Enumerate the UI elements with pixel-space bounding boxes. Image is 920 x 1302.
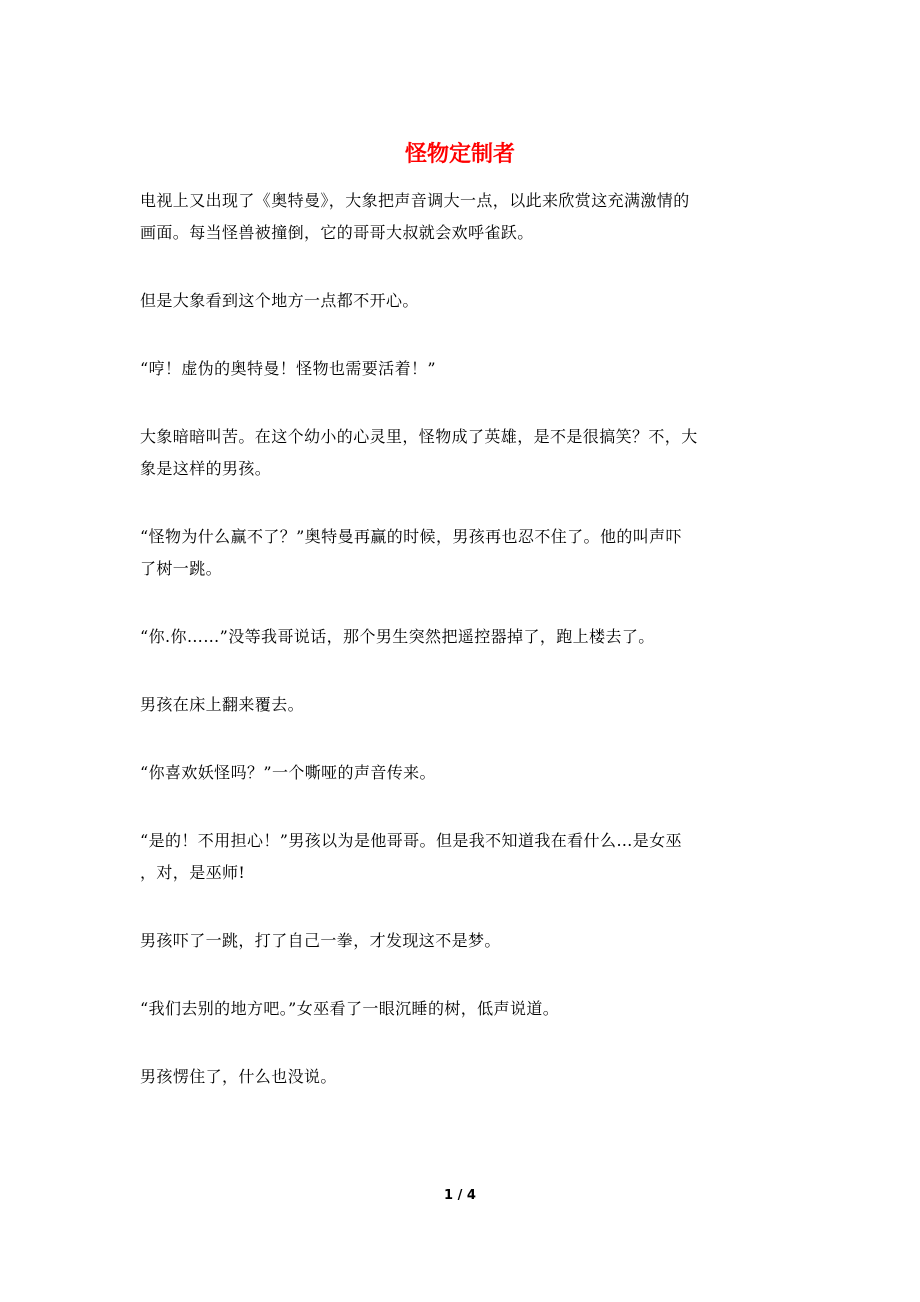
paragraph xyxy=(140,421,780,485)
paragraph-line: 但是大象看到这个地方一点都不开心。 xyxy=(140,291,419,310)
paragraph-line: 男孩吓了一跳，打了自己一拳，才发现这不是梦。 xyxy=(140,931,501,950)
paragraph-line: “你喜欢妖怪吗？”一个嘶哑的声音传来。 xyxy=(140,763,436,782)
paragraph-line: “怪物为什么赢不了？”奥特曼再赢的时候，男孩再也忍不住了。他的叫声吓 xyxy=(140,527,682,546)
paragraph xyxy=(140,621,780,653)
paragraph xyxy=(140,925,780,957)
paragraph-line: 象是这样的男孩。 xyxy=(140,459,272,478)
paragraph xyxy=(140,185,780,249)
paragraph-line: 男孩愣住了，什么也没说。 xyxy=(140,1067,337,1086)
document-title: 怪物定制者 xyxy=(404,142,515,167)
paragraph-line: 男孩在床上翻来覆去。 xyxy=(140,695,305,714)
paragraph xyxy=(140,353,780,385)
paragraph xyxy=(140,757,780,789)
paragraph-line: “我们去别的地方吧。”女巫看了一眼沉睡的树，低声说道。 xyxy=(140,999,560,1018)
paragraph-line: 大象暗暗叫苦。在这个幼小的心灵里，怪物成了英雄，是不是很搞笑？不，大 xyxy=(140,427,698,446)
paragraph-line: “哼！虚伪的奥特曼！怪物也需要活着！” xyxy=(140,359,436,378)
paragraph-line: 了树一跳。 xyxy=(140,559,223,578)
paragraph-line: “是的！不用担心！”男孩以为是他哥哥。但是我不知道我在看什么…是女巫 xyxy=(140,831,682,850)
paragraph-line: “你.你……”没等我哥说话，那个男生突然把遥控器掉了，跑上楼去了。 xyxy=(140,627,655,646)
page-number: 1 / 4 xyxy=(444,1188,476,1203)
paragraph xyxy=(140,825,780,889)
paragraph xyxy=(140,521,780,585)
paragraph-line: 画面。每当怪兽被撞倒，它的哥哥大叔就会欢呼雀跃。 xyxy=(140,223,534,242)
paragraph xyxy=(140,689,780,721)
paragraph-line: ，对，是巫师! xyxy=(140,863,246,882)
paragraph-line: 电视上又出现了《奥特曼》，大象把声音调大一点，以此来欣赏这充满激情的 xyxy=(140,191,690,210)
paragraph xyxy=(140,285,780,317)
document-body xyxy=(140,185,780,1129)
paragraph xyxy=(140,1061,780,1093)
paragraph xyxy=(140,993,780,1025)
